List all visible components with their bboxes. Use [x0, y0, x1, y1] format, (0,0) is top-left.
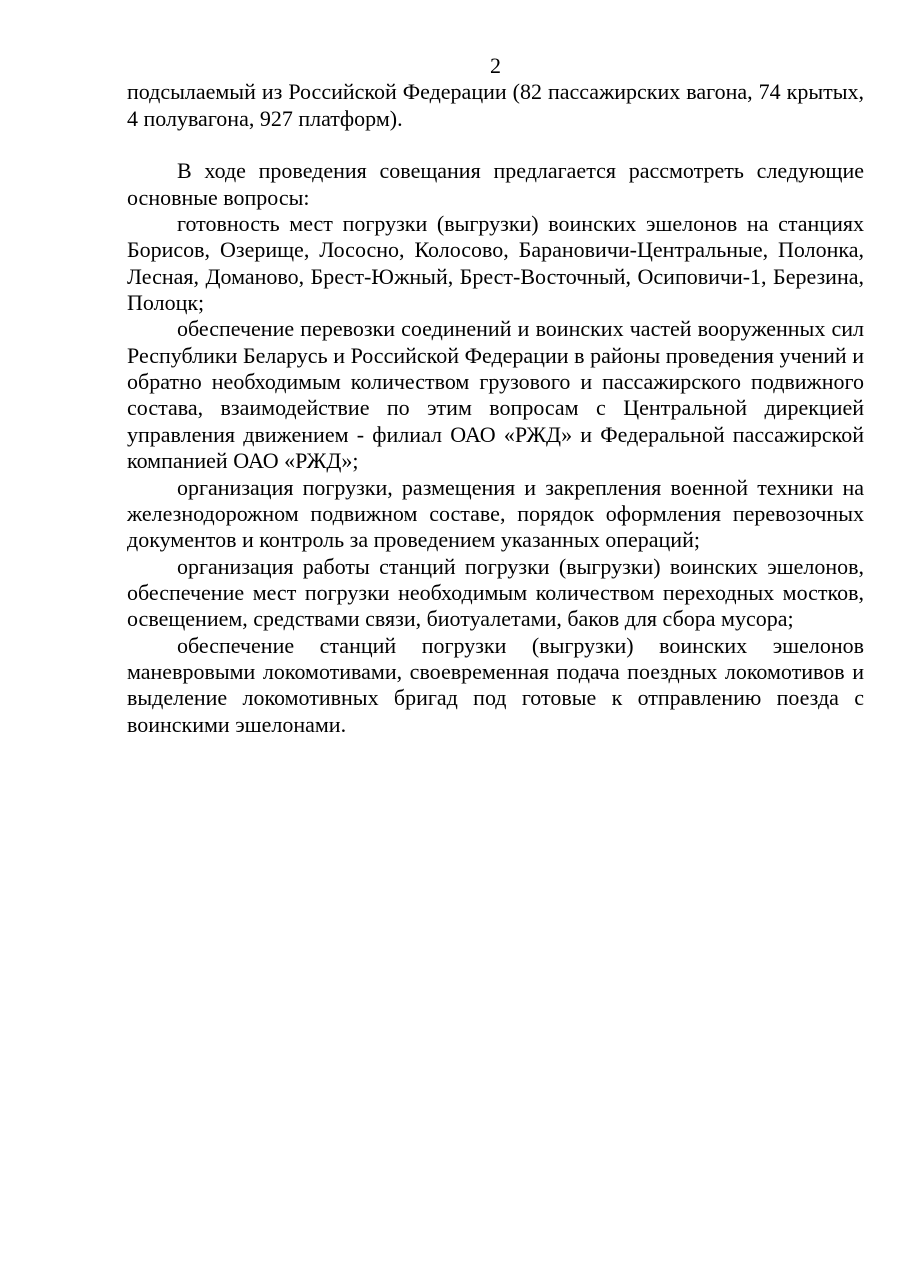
page-number-value: 2 [490, 53, 501, 78]
page-number [127, 53, 864, 79]
paragraph-item-locomotives: обеспечение станций погрузки (выгрузки) воинских эшелонов маневровыми локомотивами, своевременная подача поездных локомотивов и выделение локомотивных бригад под готовые к отправлению поезда с воинскими эшелонами. [127, 632, 864, 737]
paragraph-item-station-work: организация работы станций погрузки (выгрузки) воинских эшелонов, обеспечение мест погрузки необходимым количеством переходных мостков, освещением, средствами связи, биотуалетами, баков для сбора мусора; [127, 553, 864, 632]
paragraph-intro: В ходе проведения совещания предлагается рассмотреть следующие основные вопросы: [127, 158, 864, 210]
page-content [127, 53, 864, 738]
paragraph-item-transport: обеспечение перевозки соединений и воинских частей вооруженных сил Республики Беларусь и Российской Федерации в районы проведения учений и обратно необходимым количеством грузового и пассажирского подвижного состава, взаимодействие по этим вопросам с Центральной дирекцией управления движением - филиал ОАО «РЖД» и Федеральной пассажирской компанией ОАО «РЖД»; [127, 316, 864, 474]
blank-line [127, 132, 864, 158]
paragraph-continuation: подсылаемый из Российской Федерации (82 пассажирских вагона, 74 крытых, 4 полувагона, 927 платформ). [127, 79, 864, 131]
paragraph-item-loading-organization: организация погрузки, размещения и закрепления военной техники на железнодорожном подвижном составе, порядок оформления перевозочных документов и контроль за проведением указанных операций; [127, 474, 864, 553]
paragraph-item-readiness: готовность мест погрузки (выгрузки) воинских эшелонов на станциях Борисов, Озерище, Лососно, Колосово, Барановичи-Центральные, Полонка, Лесная, Доманово, Брест-Южный, Брест-Восточный, Осиповичи-1, Березина, Полоцк; [127, 211, 864, 316]
